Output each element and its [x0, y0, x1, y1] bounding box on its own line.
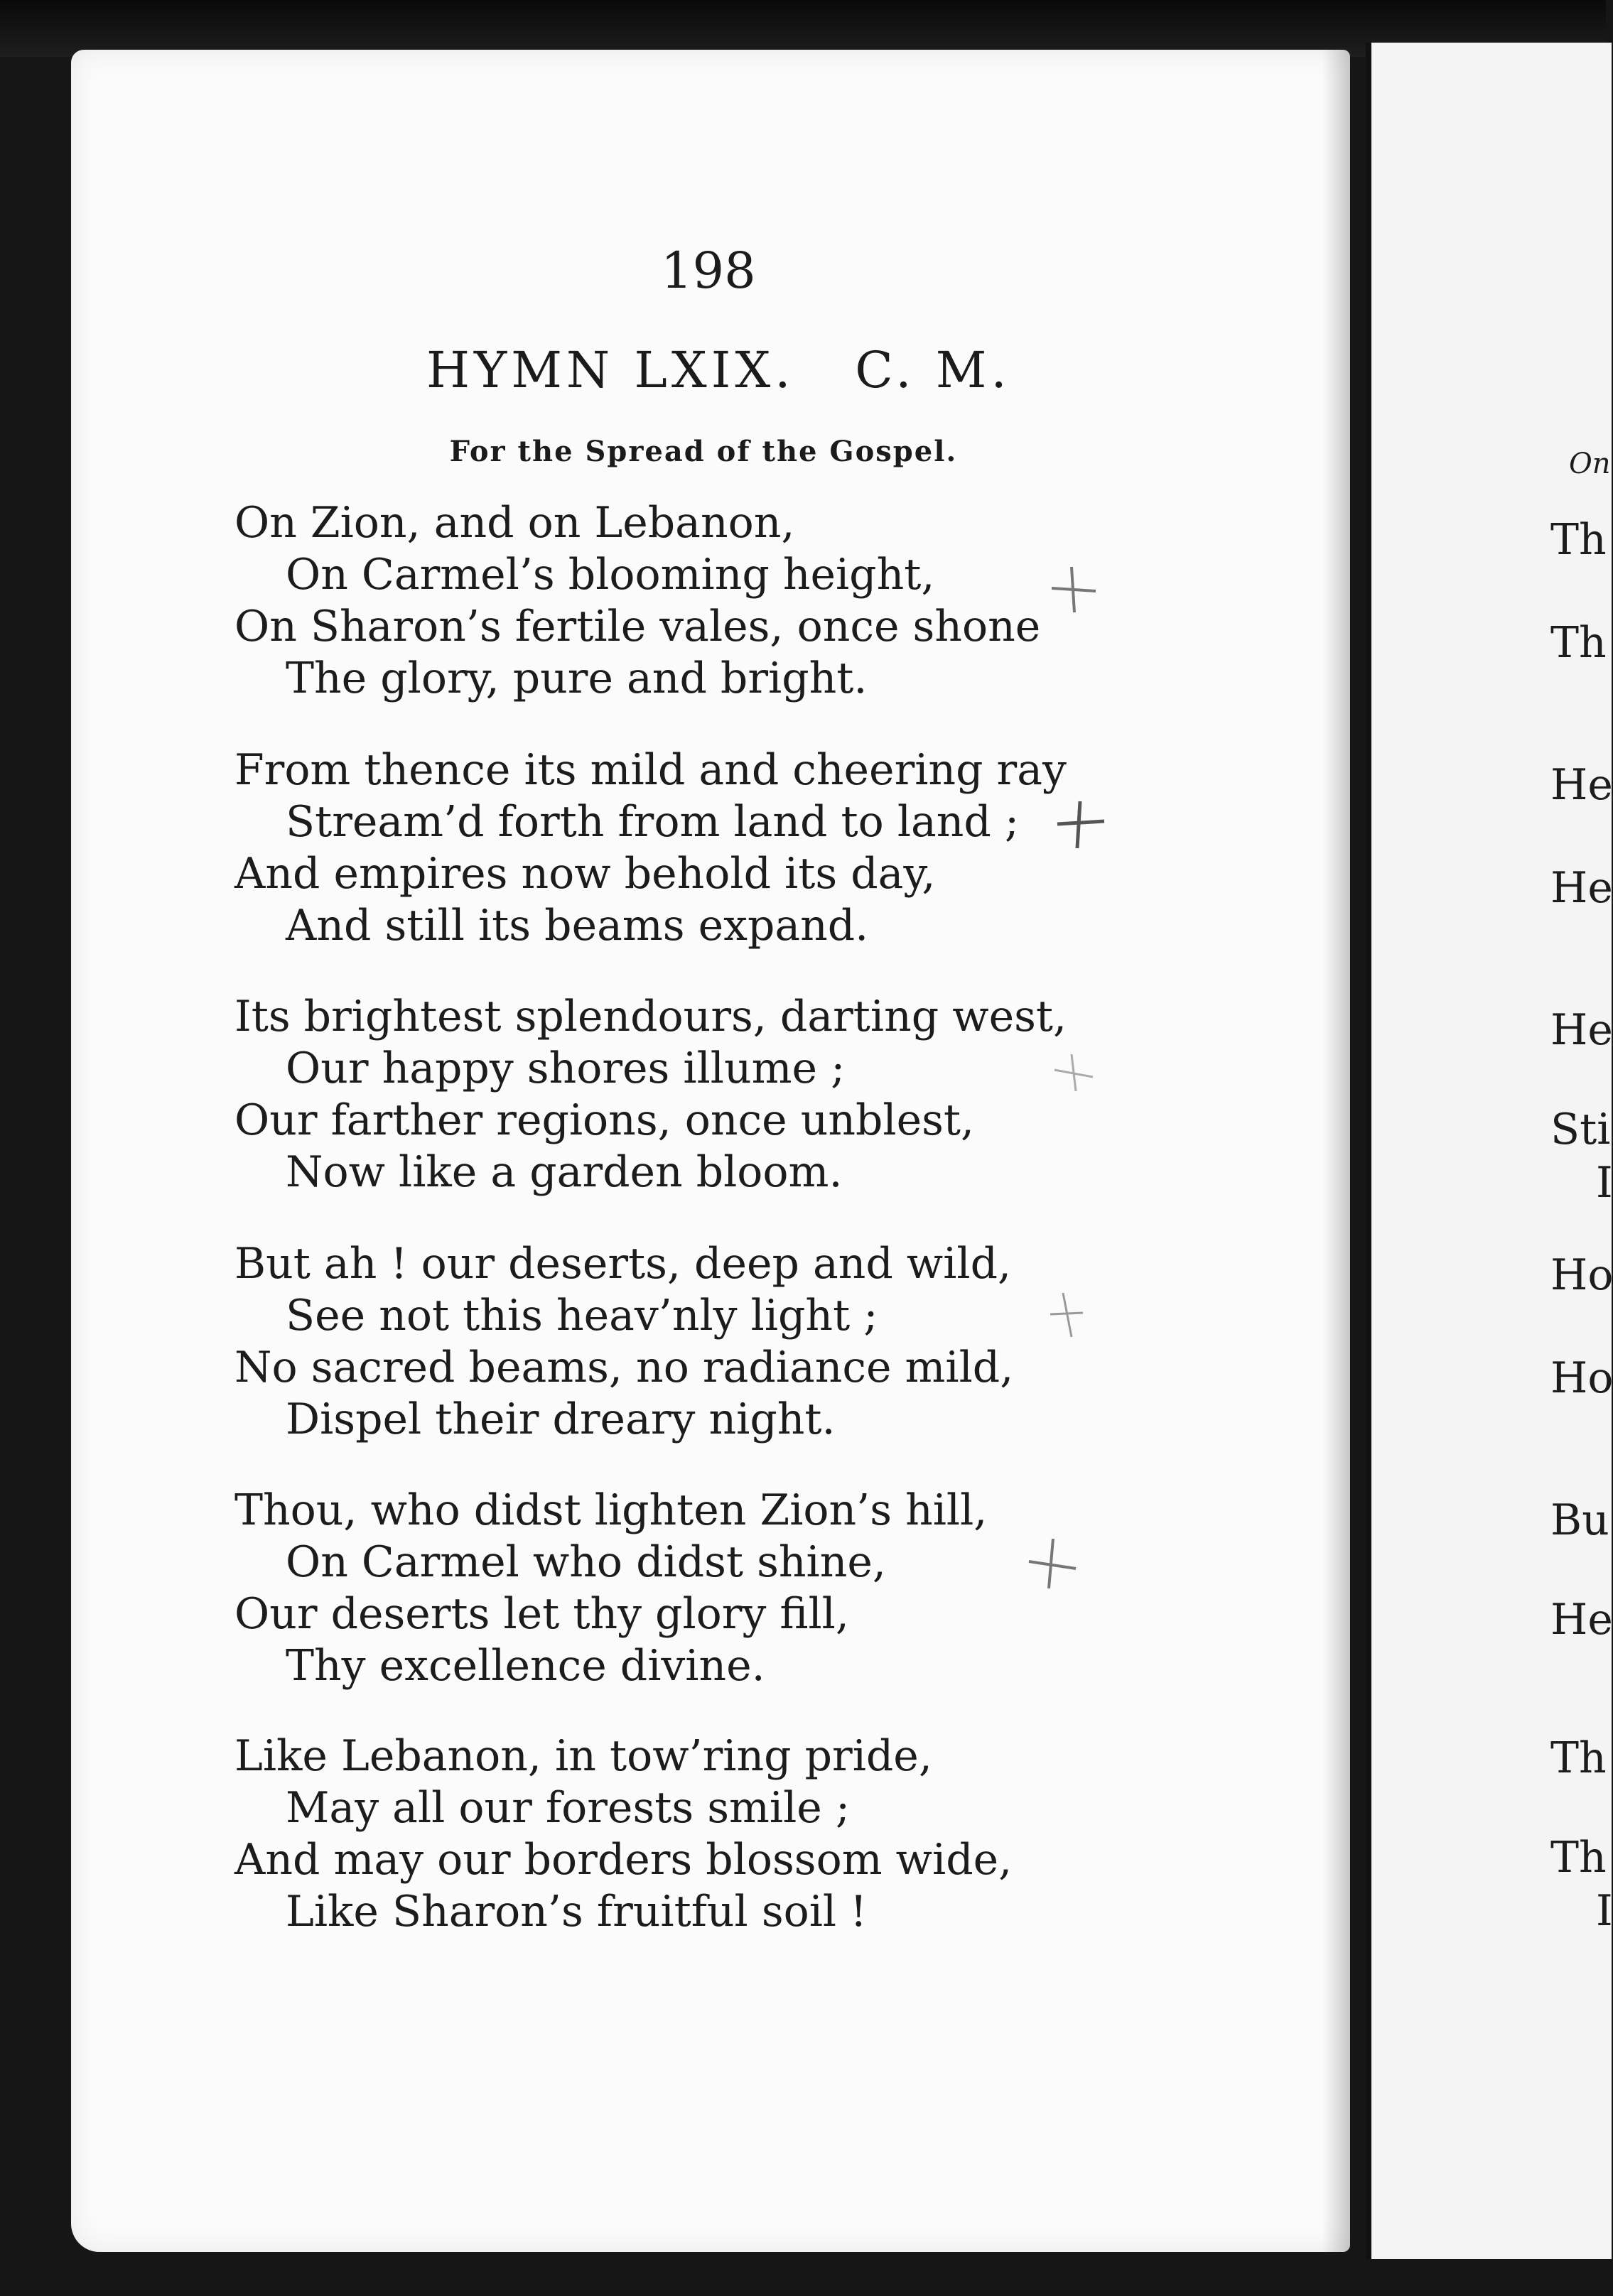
verse-line: Thou, who didst lighten Zion’s hill, — [234, 1485, 988, 1535]
hymn-title: HYMN LXIX. C. M. — [426, 341, 1011, 399]
facing-page-fragment: He — [1550, 863, 1613, 913]
verse-line: Dispel their dreary night. — [286, 1395, 836, 1444]
stanza-2 — [234, 744, 1130, 952]
facing-page-fragment: Bu — [1550, 1495, 1609, 1545]
verse-line: Stream’d forth from land to land ; — [286, 797, 1020, 847]
facing-page-fragment: I — [1596, 1886, 1613, 1936]
hymn-subtitle: For the Spread of the Gospel. — [449, 435, 958, 468]
pencil-cross-mark — [1023, 1534, 1080, 1591]
verse-line: And still its beams expand. — [286, 901, 869, 951]
verse-line: Now like a garden bloom. — [286, 1147, 843, 1197]
verse-line: Its brightest splendours, darting west, — [234, 992, 1067, 1041]
stanza-6 — [234, 1731, 1130, 1938]
stanza-3 — [234, 991, 1130, 1198]
verse-line: Like Lebanon, in tow’ring pride, — [234, 1731, 932, 1781]
verse-line: And empires now behold its day, — [234, 849, 936, 899]
verse-line: See not this heav’nly light ; — [286, 1291, 878, 1341]
verse-line: On Zion, and on Lebanon, — [234, 498, 795, 548]
verse-line: Our deserts let thy glory fill, — [234, 1589, 849, 1639]
facing-page-fragment: Ho — [1550, 1250, 1613, 1300]
pencil-cross-mark — [1037, 1286, 1094, 1343]
facing-page-fragment: He — [1550, 1005, 1613, 1055]
verse-line: The glory, pure and bright. — [286, 654, 868, 703]
verse-line: But ah ! our deserts, deep and wild, — [234, 1239, 1012, 1289]
verse-line: From thence its mild and cheering ray — [234, 745, 1067, 795]
facing-page-fragment: Th — [1550, 618, 1607, 668]
facing-page-fragment: Th — [1550, 515, 1607, 565]
facing-page-fragment: Ho — [1550, 1353, 1613, 1403]
page-number: 198 — [661, 242, 756, 300]
page-gutter-shadow — [1322, 50, 1350, 2252]
facing-page-fragment: I — [1596, 1158, 1613, 1208]
verse-line: May all our forests smile ; — [286, 1783, 851, 1833]
facing-page-fragment: He — [1550, 1595, 1613, 1645]
stanza-5 — [234, 1485, 1130, 1692]
verse-line: No sacred beams, no radiance mild, — [234, 1343, 1014, 1392]
pencil-cross-mark — [1045, 1044, 1101, 1101]
verse-line: On Carmel’s blooming height, — [286, 550, 935, 600]
verse-line: On Carmel who didst shine, — [286, 1537, 886, 1587]
verse-line: Like Sharon’s fruitful soil ! — [286, 1887, 868, 1937]
facing-page-fragment: He — [1550, 760, 1613, 810]
verse-line: Thy excellence divine. — [286, 1641, 765, 1691]
facing-page-fragment: Sti — [1550, 1105, 1611, 1154]
facing-page-fragment: On — [1569, 448, 1611, 480]
verse-line: On Sharon’s fertile vales, once shone — [234, 602, 1041, 651]
verse-line: Our happy shores illume ; — [286, 1044, 846, 1093]
pencil-cross-mark — [1052, 796, 1108, 852]
stanza-1 — [234, 497, 1130, 705]
scan-background-top — [0, 0, 1606, 57]
facing-page-fragment: Th — [1550, 1833, 1607, 1883]
stanza-4 — [234, 1238, 1130, 1446]
pencil-cross-mark — [1045, 561, 1101, 618]
verse-line: Our farther regions, once unblest, — [234, 1095, 975, 1145]
facing-page-fragment: Th — [1550, 1733, 1607, 1783]
verse-line: And may our borders blossom wide, — [234, 1835, 1013, 1885]
